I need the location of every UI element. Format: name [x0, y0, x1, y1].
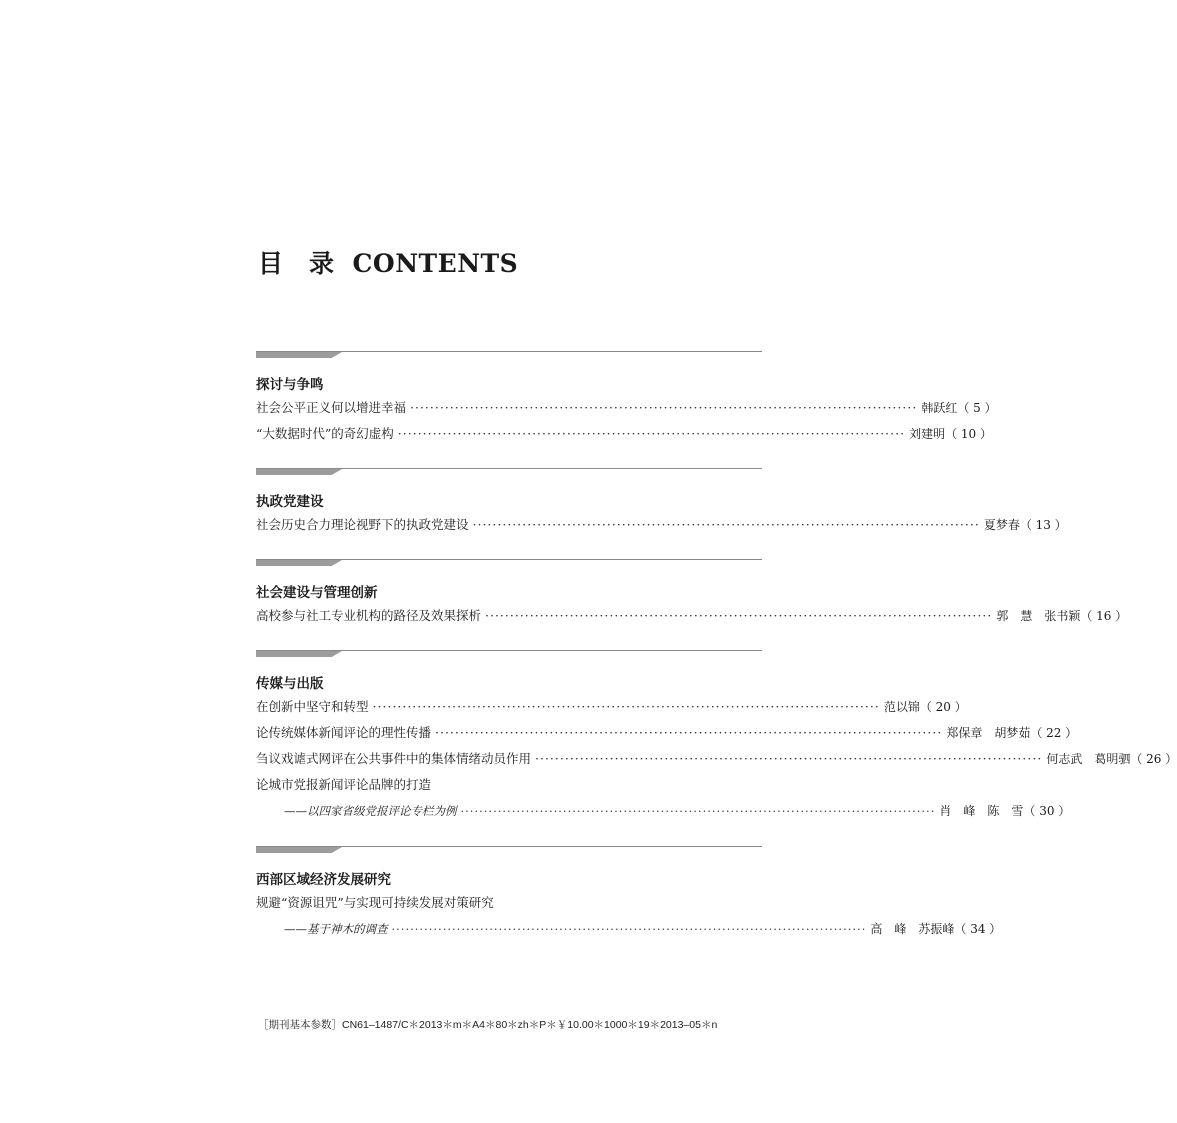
section-title: 执政党建设	[256, 494, 324, 510]
section-divider	[256, 559, 762, 567]
entry-page: （ 22 ）	[1030, 726, 1078, 740]
entry-page: （ 5 ）	[957, 401, 997, 415]
toc-entry[interactable]	[256, 512, 1067, 538]
journal-parameters: ［期刊基本参数］CN61–1487/C＊2013＊m＊A4＊80＊zh＊P＊￥10.00＊1000＊19＊2013–05＊n	[258, 1019, 718, 1031]
dot-leader: ······································································································	[372, 699, 880, 714]
entry-title: 规避“资源诅咒”与实现可持续发展对策研究	[256, 895, 494, 910]
entry-title: 社会历史合力理论视野下的执政党建设	[256, 517, 469, 532]
toc-entry[interactable]	[256, 772, 762, 798]
toc-section	[256, 846, 1002, 942]
entry-title: 高校参与社工专业机构的路径及效果探析	[256, 608, 482, 623]
entry-author: 郑保章 胡梦茹	[946, 726, 1031, 740]
entry-title: 论传统媒体新闻评论的理性传播	[256, 725, 432, 740]
dot-leader: ······································································································	[472, 517, 980, 532]
section-divider	[256, 846, 762, 854]
entry-page: （ 13 ）	[1019, 518, 1067, 532]
section-title: 传媒与出版	[256, 676, 324, 692]
toc-entry[interactable]	[256, 421, 992, 447]
entry-author: 郭 慧 张书颖	[996, 609, 1081, 623]
dot-leader: ······································································································	[397, 426, 906, 441]
title-zh: 目 录	[258, 249, 335, 278]
toc-entry[interactable]	[256, 395, 997, 421]
entry-page: （ 16 ）	[1080, 609, 1128, 623]
entry-author: 夏梦春	[983, 518, 1020, 532]
toc-section	[256, 559, 1128, 629]
entry-subtitle: ——基于神木的调查	[284, 922, 388, 936]
entry-title: 在创新中坚守和转型	[256, 699, 369, 714]
page-title	[258, 244, 518, 280]
dot-leader: ······································································································	[535, 751, 1043, 766]
section-title: 社会建设与管理创新	[256, 585, 378, 601]
entry-title: 刍议戏谑式网评在公共事件中的集体情绪动员作用	[256, 751, 532, 766]
entry-author: 韩跃红	[921, 401, 958, 415]
toc-entry[interactable]	[256, 603, 1128, 629]
dot-leader: ······································································································	[410, 400, 918, 415]
toc-entry-subtitle[interactable]	[256, 916, 1002, 942]
title-en: CONTENTS	[352, 249, 519, 278]
entry-page: （ 30 ）	[1023, 804, 1071, 818]
entry-author: 高 峰 苏振峰	[870, 922, 955, 936]
toc-section	[256, 351, 997, 447]
entry-title: 论城市党报新闻评论品牌的打造	[256, 777, 432, 792]
section-divider	[256, 468, 762, 476]
dot-leader: ······································································································	[435, 725, 943, 740]
toc-section	[256, 468, 1067, 538]
entry-page: （ 10 ）	[945, 427, 992, 441]
toc-section	[256, 650, 1177, 824]
toc-entry-subtitle[interactable]	[256, 798, 1071, 824]
entry-author: 范以锦	[883, 700, 920, 714]
entry-page: （ 26 ）	[1130, 752, 1177, 766]
section-title: 探讨与争鸣	[256, 377, 324, 393]
dot-leader: ······································································································	[391, 922, 867, 936]
toc-entry[interactable]	[256, 746, 1177, 772]
section-divider	[256, 650, 762, 658]
entry-author: 肖 峰 陈 雪	[939, 804, 1024, 818]
entry-title: 社会公平正义何以增进幸福	[256, 400, 407, 415]
dot-leader: ······································································································	[460, 804, 936, 818]
section-title: 西部区域经济发展研究	[256, 872, 391, 888]
entry-author: 何志武 葛明驷	[1046, 752, 1131, 766]
section-divider	[256, 351, 762, 359]
entry-page: （ 20 ）	[919, 700, 967, 714]
toc-entry[interactable]	[256, 694, 967, 720]
entry-author: 刘建明	[909, 427, 946, 441]
toc-entry[interactable]	[256, 890, 762, 916]
toc-entry[interactable]	[256, 720, 1078, 746]
entry-title: “大数据时代”的奇幻虚构	[256, 426, 394, 441]
entry-page: （ 34 ）	[954, 922, 1002, 936]
entry-subtitle: ——以四家省级党报评论专栏为例	[284, 804, 457, 818]
dot-leader: ······································································································	[485, 608, 993, 623]
